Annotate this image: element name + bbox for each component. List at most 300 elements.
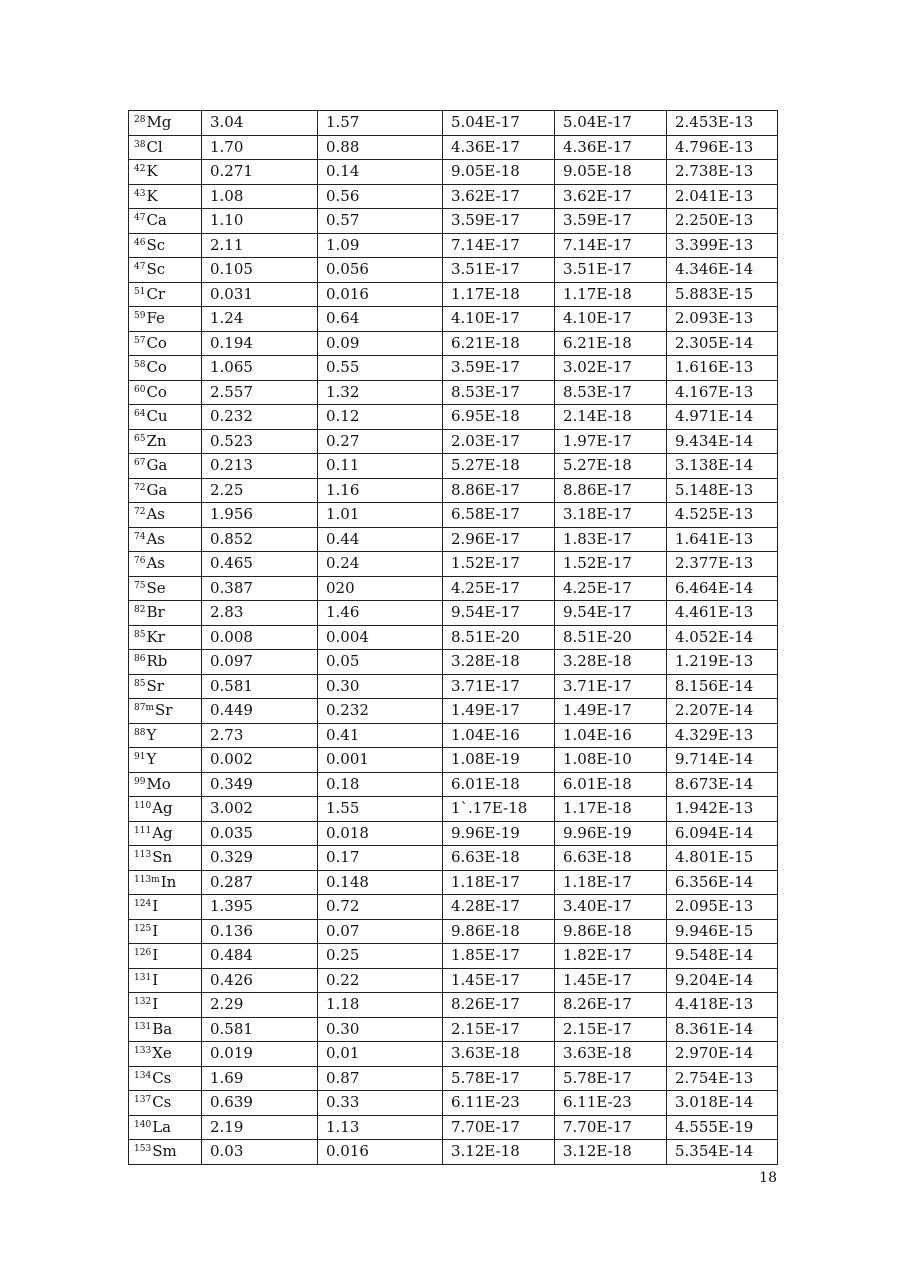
value-cell: 9.86E-18 [555, 919, 667, 944]
value-cell: 0.465 [202, 552, 318, 577]
mass-number: 131 [134, 972, 152, 983]
element-symbol: Br [146, 603, 165, 622]
value-cell: 1.46 [318, 601, 443, 626]
value-cell: 4.346E-14 [667, 258, 778, 283]
value-cell: 3.71E-17 [555, 674, 667, 699]
mass-number: 85 [134, 678, 146, 689]
value-cell: 8.26E-17 [555, 993, 667, 1018]
element-symbol: K [146, 162, 158, 181]
value-cell: 3.63E-18 [443, 1042, 555, 1067]
value-cell: 3.40E-17 [555, 895, 667, 920]
table-row [129, 356, 778, 381]
nuclide-cell [129, 674, 202, 699]
mass-number: 75 [134, 580, 146, 591]
value-cell: 5.27E-18 [443, 454, 555, 479]
value-cell: 0.016 [318, 282, 443, 307]
nuclide-cell [129, 503, 202, 528]
value-cell: 6.58E-17 [443, 503, 555, 528]
value-cell: 0.03 [202, 1140, 318, 1165]
value-cell: 6.63E-18 [555, 846, 667, 871]
nuclide-cell [129, 1042, 202, 1067]
nuclide-cell [129, 356, 202, 381]
table-row [129, 870, 778, 895]
value-cell: 4.971E-14 [667, 405, 778, 430]
element-symbol: Co [146, 382, 167, 401]
nuclide-cell [129, 625, 202, 650]
table-row [129, 209, 778, 234]
nuclide-cell [129, 650, 202, 675]
element-symbol: Sr [155, 701, 173, 720]
table-row [129, 184, 778, 209]
mass-number: 91 [134, 752, 146, 763]
mass-number: 153 [134, 1144, 152, 1155]
value-cell: 3.59E-17 [555, 209, 667, 234]
table-row [129, 160, 778, 185]
value-cell: 1.57 [318, 111, 443, 136]
value-cell: 1.49E-17 [555, 699, 667, 724]
value-cell: 4.36E-17 [555, 135, 667, 160]
mass-number: 59 [134, 311, 146, 322]
value-cell: 0.449 [202, 699, 318, 724]
value-cell: 0.581 [202, 674, 318, 699]
element-symbol: In [160, 872, 177, 891]
page-number: 18 [759, 1170, 777, 1186]
value-cell: 2.041E-13 [667, 184, 778, 209]
value-cell: 0.14 [318, 160, 443, 185]
value-cell: 5.27E-18 [555, 454, 667, 479]
nuclide-cell [129, 527, 202, 552]
value-cell: 9.96E-19 [555, 821, 667, 846]
value-cell: 1.08E-19 [443, 748, 555, 773]
value-cell: 4.10E-17 [555, 307, 667, 332]
value-cell: 5.883E-15 [667, 282, 778, 307]
table-row [129, 1115, 778, 1140]
table-row [129, 282, 778, 307]
value-cell: 3.12E-18 [443, 1140, 555, 1165]
value-cell: 7.70E-17 [555, 1115, 667, 1140]
value-cell: 6.11E-23 [443, 1091, 555, 1116]
nuclide-cell [129, 258, 202, 283]
value-cell: 1.70 [202, 135, 318, 160]
value-cell: 0.001 [318, 748, 443, 773]
element-symbol: Ba [152, 1019, 173, 1038]
value-cell: 1.18E-17 [555, 870, 667, 895]
table-row [129, 846, 778, 871]
table-row [129, 650, 778, 675]
value-cell: 1.395 [202, 895, 318, 920]
value-cell: 0.329 [202, 846, 318, 871]
mass-number: 57 [134, 335, 146, 346]
mass-number: 113 [134, 850, 152, 861]
mass-number: 140 [134, 1119, 152, 1130]
value-cell: 0.09 [318, 331, 443, 356]
mass-number: 137 [134, 1095, 152, 1106]
mass-number: 111 [134, 825, 152, 836]
value-cell: 6.01E-18 [555, 772, 667, 797]
value-cell: 0.22 [318, 968, 443, 993]
element-symbol: Co [146, 333, 167, 352]
element-symbol: Ca [146, 211, 167, 230]
value-cell: 3.63E-18 [555, 1042, 667, 1067]
nuclide-cell [129, 209, 202, 234]
value-cell: 1`.17E-18 [443, 797, 555, 822]
value-cell: 0.30 [318, 674, 443, 699]
table-row [129, 307, 778, 332]
value-cell: 0.271 [202, 160, 318, 185]
value-cell: 0.031 [202, 282, 318, 307]
mass-number: 125 [134, 923, 152, 934]
value-cell: 8.156E-14 [667, 674, 778, 699]
nuclide-cell [129, 601, 202, 626]
element-symbol: Zn [146, 431, 167, 450]
nuclide-cell [129, 1140, 202, 1165]
mass-number: 113m [134, 874, 160, 885]
value-cell: 0.136 [202, 919, 318, 944]
value-cell: 1.08 [202, 184, 318, 209]
value-cell: 0.07 [318, 919, 443, 944]
element-symbol: Sc [146, 260, 166, 279]
value-cell: 0.035 [202, 821, 318, 846]
value-cell: 0.24 [318, 552, 443, 577]
mass-number: 131 [134, 1021, 152, 1032]
element-symbol: Cs [152, 1093, 172, 1112]
value-cell: 0.018 [318, 821, 443, 846]
nuclide-cell [129, 993, 202, 1018]
value-cell: 1.065 [202, 356, 318, 381]
element-symbol: Xe [152, 1044, 172, 1063]
nuclide-cell [129, 552, 202, 577]
nuclide-cell [129, 919, 202, 944]
value-cell: 1.04E-16 [443, 723, 555, 748]
nuclide-cell [129, 968, 202, 993]
value-cell: 4.052E-14 [667, 625, 778, 650]
value-cell: 1.97E-17 [555, 429, 667, 454]
value-cell: 4.796E-13 [667, 135, 778, 160]
value-cell: 1.10 [202, 209, 318, 234]
element-symbol: Sr [146, 676, 164, 695]
element-symbol: Cr [146, 284, 166, 303]
value-cell: 4.36E-17 [443, 135, 555, 160]
value-cell: 0.232 [202, 405, 318, 430]
table-row [129, 1140, 778, 1165]
nuclide-cell [129, 184, 202, 209]
table-row [129, 895, 778, 920]
value-cell: 0.88 [318, 135, 443, 160]
nuclide-cell [129, 748, 202, 773]
value-cell: 9.714E-14 [667, 748, 778, 773]
value-cell: 0.581 [202, 1017, 318, 1042]
value-cell: 0.57 [318, 209, 443, 234]
table-row [129, 625, 778, 650]
value-cell: 2.095E-13 [667, 895, 778, 920]
value-cell: 8.26E-17 [443, 993, 555, 1018]
value-cell: 1.45E-17 [443, 968, 555, 993]
element-symbol: I [152, 970, 159, 989]
value-cell: 4.25E-17 [555, 576, 667, 601]
value-cell: 7.70E-17 [443, 1115, 555, 1140]
value-cell: 0.33 [318, 1091, 443, 1116]
value-cell: 2.19 [202, 1115, 318, 1140]
value-cell: 020 [318, 576, 443, 601]
value-cell: 1.85E-17 [443, 944, 555, 969]
value-cell: 5.78E-17 [555, 1066, 667, 1091]
value-cell: 1.13 [318, 1115, 443, 1140]
value-cell: 0.105 [202, 258, 318, 283]
value-cell: 0.27 [318, 429, 443, 454]
mass-number: 85 [134, 629, 146, 640]
value-cell: 6.63E-18 [443, 846, 555, 871]
mass-number: 124 [134, 899, 152, 910]
value-cell: 6.95E-18 [443, 405, 555, 430]
value-cell: 1.17E-18 [443, 282, 555, 307]
value-cell: 1.17E-18 [555, 282, 667, 307]
mass-number: 64 [134, 409, 146, 420]
table-row [129, 454, 778, 479]
value-cell: 3.62E-17 [555, 184, 667, 209]
element-symbol: I [152, 897, 159, 916]
value-cell: 3.62E-17 [443, 184, 555, 209]
value-cell: 6.21E-18 [555, 331, 667, 356]
nuclide-cell [129, 821, 202, 846]
value-cell: 7.14E-17 [555, 233, 667, 258]
value-cell: 0.87 [318, 1066, 443, 1091]
value-cell: 4.555E-19 [667, 1115, 778, 1140]
mass-number: 67 [134, 458, 146, 469]
value-cell: 8.361E-14 [667, 1017, 778, 1042]
value-cell: 2.03E-17 [443, 429, 555, 454]
value-cell: 8.51E-20 [555, 625, 667, 650]
table-row [129, 748, 778, 773]
value-cell: 1.69 [202, 1066, 318, 1091]
value-cell: 0.387 [202, 576, 318, 601]
nuclide-cell [129, 870, 202, 895]
value-cell: 2.73 [202, 723, 318, 748]
mass-number: 51 [134, 286, 146, 297]
mass-number: 58 [134, 360, 146, 371]
table-row [129, 111, 778, 136]
mass-number: 132 [134, 997, 152, 1008]
mass-number: 134 [134, 1070, 152, 1081]
mass-number: 47 [134, 262, 146, 273]
element-symbol: Y [146, 750, 157, 769]
nuclide-cell [129, 797, 202, 822]
mass-number: 43 [134, 188, 146, 199]
element-symbol: Ga [146, 456, 168, 475]
table-row [129, 503, 778, 528]
value-cell: 4.28E-17 [443, 895, 555, 920]
value-cell: 8.673E-14 [667, 772, 778, 797]
nuclide-cell [129, 307, 202, 332]
value-cell: 5.78E-17 [443, 1066, 555, 1091]
value-cell: 6.11E-23 [555, 1091, 667, 1116]
value-cell: 0.72 [318, 895, 443, 920]
table-row [129, 723, 778, 748]
value-cell: 1.18E-17 [443, 870, 555, 895]
table-row [129, 429, 778, 454]
value-cell: 0.44 [318, 527, 443, 552]
mass-number: 47 [134, 213, 146, 224]
value-cell: 0.194 [202, 331, 318, 356]
table-row [129, 1042, 778, 1067]
nuclide-cell [129, 1091, 202, 1116]
value-cell: 1.18 [318, 993, 443, 1018]
value-cell: 1.24 [202, 307, 318, 332]
value-cell: 2.250E-13 [667, 209, 778, 234]
value-cell: 0.852 [202, 527, 318, 552]
mass-number: 72 [134, 507, 146, 518]
value-cell: 7.14E-17 [443, 233, 555, 258]
value-cell: 9.86E-18 [443, 919, 555, 944]
element-symbol: Se [146, 578, 166, 597]
value-cell: 2.96E-17 [443, 527, 555, 552]
nuclide-data-table [128, 110, 778, 1165]
value-cell: 0.12 [318, 405, 443, 430]
value-cell: 3.51E-17 [555, 258, 667, 283]
value-cell: 3.71E-17 [443, 674, 555, 699]
value-cell: 1.16 [318, 478, 443, 503]
table-row [129, 919, 778, 944]
mass-number: 42 [134, 164, 146, 175]
value-cell: 3.28E-18 [443, 650, 555, 675]
element-symbol: Mg [146, 113, 172, 132]
table-row [129, 797, 778, 822]
nuclide-cell [129, 233, 202, 258]
nuclide-cell [129, 380, 202, 405]
value-cell: 4.10E-17 [443, 307, 555, 332]
value-cell: 1.641E-13 [667, 527, 778, 552]
nuclide-cell [129, 160, 202, 185]
mass-number: 87m [134, 703, 154, 714]
value-cell: 9.548E-14 [667, 944, 778, 969]
table-row [129, 821, 778, 846]
nuclide-cell [129, 576, 202, 601]
value-cell: 1.942E-13 [667, 797, 778, 822]
table-row [129, 993, 778, 1018]
value-cell: 3.018E-14 [667, 1091, 778, 1116]
mass-number: 76 [134, 556, 146, 567]
value-cell: 8.53E-17 [443, 380, 555, 405]
value-cell: 3.12E-18 [555, 1140, 667, 1165]
value-cell: 3.18E-17 [555, 503, 667, 528]
element-symbol: Fe [146, 309, 165, 328]
value-cell: 1.08E-10 [555, 748, 667, 773]
value-cell: 2.754E-13 [667, 1066, 778, 1091]
value-cell: 0.484 [202, 944, 318, 969]
value-cell: 1.52E-17 [443, 552, 555, 577]
value-cell: 0.019 [202, 1042, 318, 1067]
element-symbol: Sc [146, 235, 166, 254]
mass-number: 126 [134, 948, 152, 959]
element-symbol: I [152, 995, 159, 1014]
value-cell: 2.15E-17 [555, 1017, 667, 1042]
value-cell: 5.04E-17 [555, 111, 667, 136]
value-cell: 0.349 [202, 772, 318, 797]
element-symbol: Cs [152, 1068, 172, 1087]
nuclide-cell [129, 135, 202, 160]
element-symbol: K [146, 186, 158, 205]
value-cell: 3.399E-13 [667, 233, 778, 258]
nuclide-cell [129, 699, 202, 724]
element-symbol: Rb [146, 652, 168, 671]
table-row [129, 1066, 778, 1091]
value-cell: 2.557 [202, 380, 318, 405]
value-cell: 1.956 [202, 503, 318, 528]
element-symbol: Co [146, 358, 167, 377]
table-row [129, 258, 778, 283]
table-row [129, 478, 778, 503]
value-cell: 1.83E-17 [555, 527, 667, 552]
value-cell: 5.04E-17 [443, 111, 555, 136]
element-symbol: Ag [152, 799, 173, 818]
value-cell: 0.097 [202, 650, 318, 675]
value-cell: 1.49E-17 [443, 699, 555, 724]
value-cell: 0.55 [318, 356, 443, 381]
value-cell: 9.204E-14 [667, 968, 778, 993]
value-cell: 1.616E-13 [667, 356, 778, 381]
table-row [129, 380, 778, 405]
nuclide-cell [129, 723, 202, 748]
table-row [129, 527, 778, 552]
table-row [129, 135, 778, 160]
value-cell: 9.54E-17 [555, 601, 667, 626]
value-cell: 0.25 [318, 944, 443, 969]
value-cell: 1.82E-17 [555, 944, 667, 969]
value-cell: 0.523 [202, 429, 318, 454]
element-symbol: La [152, 1117, 172, 1136]
table-row [129, 576, 778, 601]
value-cell: 8.51E-20 [443, 625, 555, 650]
mass-number: 110 [134, 801, 152, 812]
nuclide-cell [129, 1066, 202, 1091]
table-row [129, 552, 778, 577]
mass-number: 38 [134, 139, 146, 150]
mass-number: 88 [134, 727, 146, 738]
nuclide-cell [129, 895, 202, 920]
value-cell: 3.51E-17 [443, 258, 555, 283]
nuclide-cell [129, 429, 202, 454]
value-cell: 9.05E-18 [443, 160, 555, 185]
value-cell: 1.45E-17 [555, 968, 667, 993]
value-cell: 4.167E-13 [667, 380, 778, 405]
value-cell: 1.04E-16 [555, 723, 667, 748]
value-cell: 0.30 [318, 1017, 443, 1042]
nuclide-cell [129, 454, 202, 479]
value-cell: 6.356E-14 [667, 870, 778, 895]
value-cell: 2.83 [202, 601, 318, 626]
table-body [129, 111, 778, 1165]
nuclide-cell [129, 478, 202, 503]
value-cell: 9.96E-19 [443, 821, 555, 846]
value-cell: 0.64 [318, 307, 443, 332]
element-symbol: Ga [146, 480, 168, 499]
table-row [129, 1091, 778, 1116]
value-cell: 2.093E-13 [667, 307, 778, 332]
value-cell: 3.59E-17 [443, 356, 555, 381]
mass-number: 99 [134, 776, 146, 787]
value-cell: 6.094E-14 [667, 821, 778, 846]
table-row [129, 601, 778, 626]
element-symbol: Mo [146, 774, 171, 793]
value-cell: 1.55 [318, 797, 443, 822]
mass-number: 28 [134, 115, 146, 126]
value-cell: 3.02E-17 [555, 356, 667, 381]
value-cell: 3.138E-14 [667, 454, 778, 479]
mass-number: 65 [134, 433, 146, 444]
value-cell: 0.232 [318, 699, 443, 724]
mass-number: 72 [134, 482, 146, 493]
table-row [129, 699, 778, 724]
value-cell: 9.434E-14 [667, 429, 778, 454]
